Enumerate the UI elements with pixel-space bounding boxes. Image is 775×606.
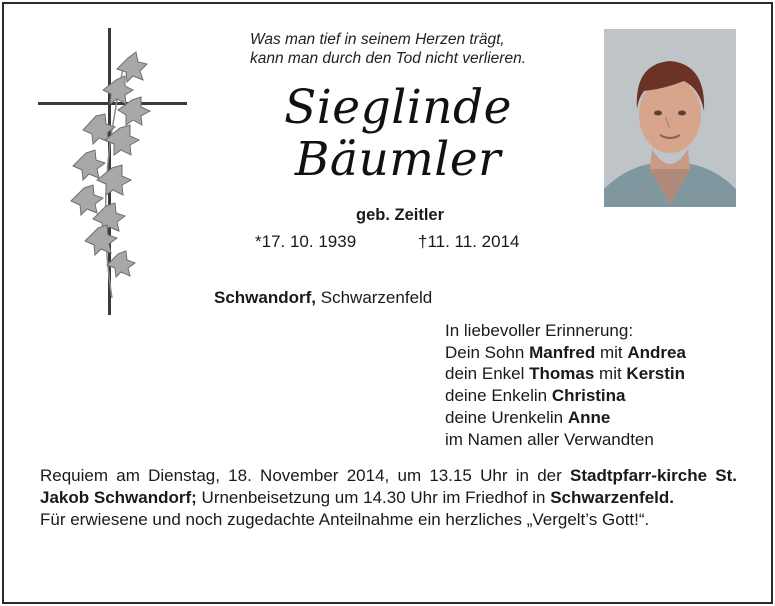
- mourners-list: [445, 320, 765, 450]
- first-name: Sieglinde: [284, 80, 512, 135]
- mourner-connector: mit: [595, 342, 628, 362]
- service-paragraph: [40, 465, 737, 509]
- portrait-photo: [604, 29, 736, 207]
- memorial-quote: [250, 30, 590, 68]
- mourner-line: im Namen aller Verwandten: [445, 429, 654, 449]
- mourner-name: Anne: [567, 407, 611, 427]
- service-notice: [40, 465, 737, 531]
- portrait-illustration: [604, 29, 736, 207]
- quote-line-1: Was man tief in seinem Herzen trägt,: [250, 31, 505, 48]
- quote-line-2: kann man durch den Tod nicht verlieren.: [250, 50, 527, 67]
- mourner-name: Christina: [551, 386, 626, 406]
- last-name: Bäumler: [294, 132, 502, 187]
- place-primary: Schwandorf,: [214, 288, 317, 307]
- place-line: [214, 288, 432, 308]
- mourner-line: [445, 342, 765, 364]
- mourner-relation: deine Enkelin: [445, 386, 552, 406]
- mourner-relation: dein Enkel: [445, 364, 530, 384]
- notice-text: Requiem am Dienstag, 18. November 2014, um 13.15 Uhr in der: [40, 466, 571, 485]
- mourner-relation: Dein Sohn: [445, 342, 530, 362]
- place-secondary: Schwarzenfeld: [320, 288, 433, 307]
- mourner-name: Andrea: [627, 342, 686, 362]
- mourners-intro: In liebevoller Erinnerung:: [445, 321, 634, 340]
- thanks-paragraph: Für erwiesene und noch zugedachte Anteilnahme ein herzliches „Vergelt’s Gott!“.: [40, 510, 650, 529]
- death-date: †11. 11. 2014: [418, 232, 520, 251]
- mourner-line: [445, 385, 765, 407]
- notice-text: Urnenbeisetzung um 14.30 Uhr im Friedhof in: [196, 488, 551, 507]
- mourner-relation: deine Urenkelin: [445, 407, 568, 427]
- birth-date: *17. 10. 1939: [255, 232, 357, 251]
- deceased-name: [268, 82, 528, 186]
- mourner-name: Kerstin: [626, 364, 685, 384]
- mourner-name: Manfred: [529, 342, 596, 362]
- mourner-line: [445, 407, 765, 429]
- mourner-name: Thomas: [529, 364, 595, 384]
- church-name: Stadtpfarr-kirche St. Jakob Schwandorf;: [40, 466, 737, 507]
- cross-with-ivy-icon: [36, 28, 191, 318]
- cemetery-place: Schwarzenfeld.: [550, 488, 674, 507]
- life-dates: [255, 232, 555, 252]
- birth-name: geb. Zeitler: [355, 206, 445, 224]
- mourner-line: [445, 363, 765, 385]
- mourner-connector: mit: [594, 364, 627, 384]
